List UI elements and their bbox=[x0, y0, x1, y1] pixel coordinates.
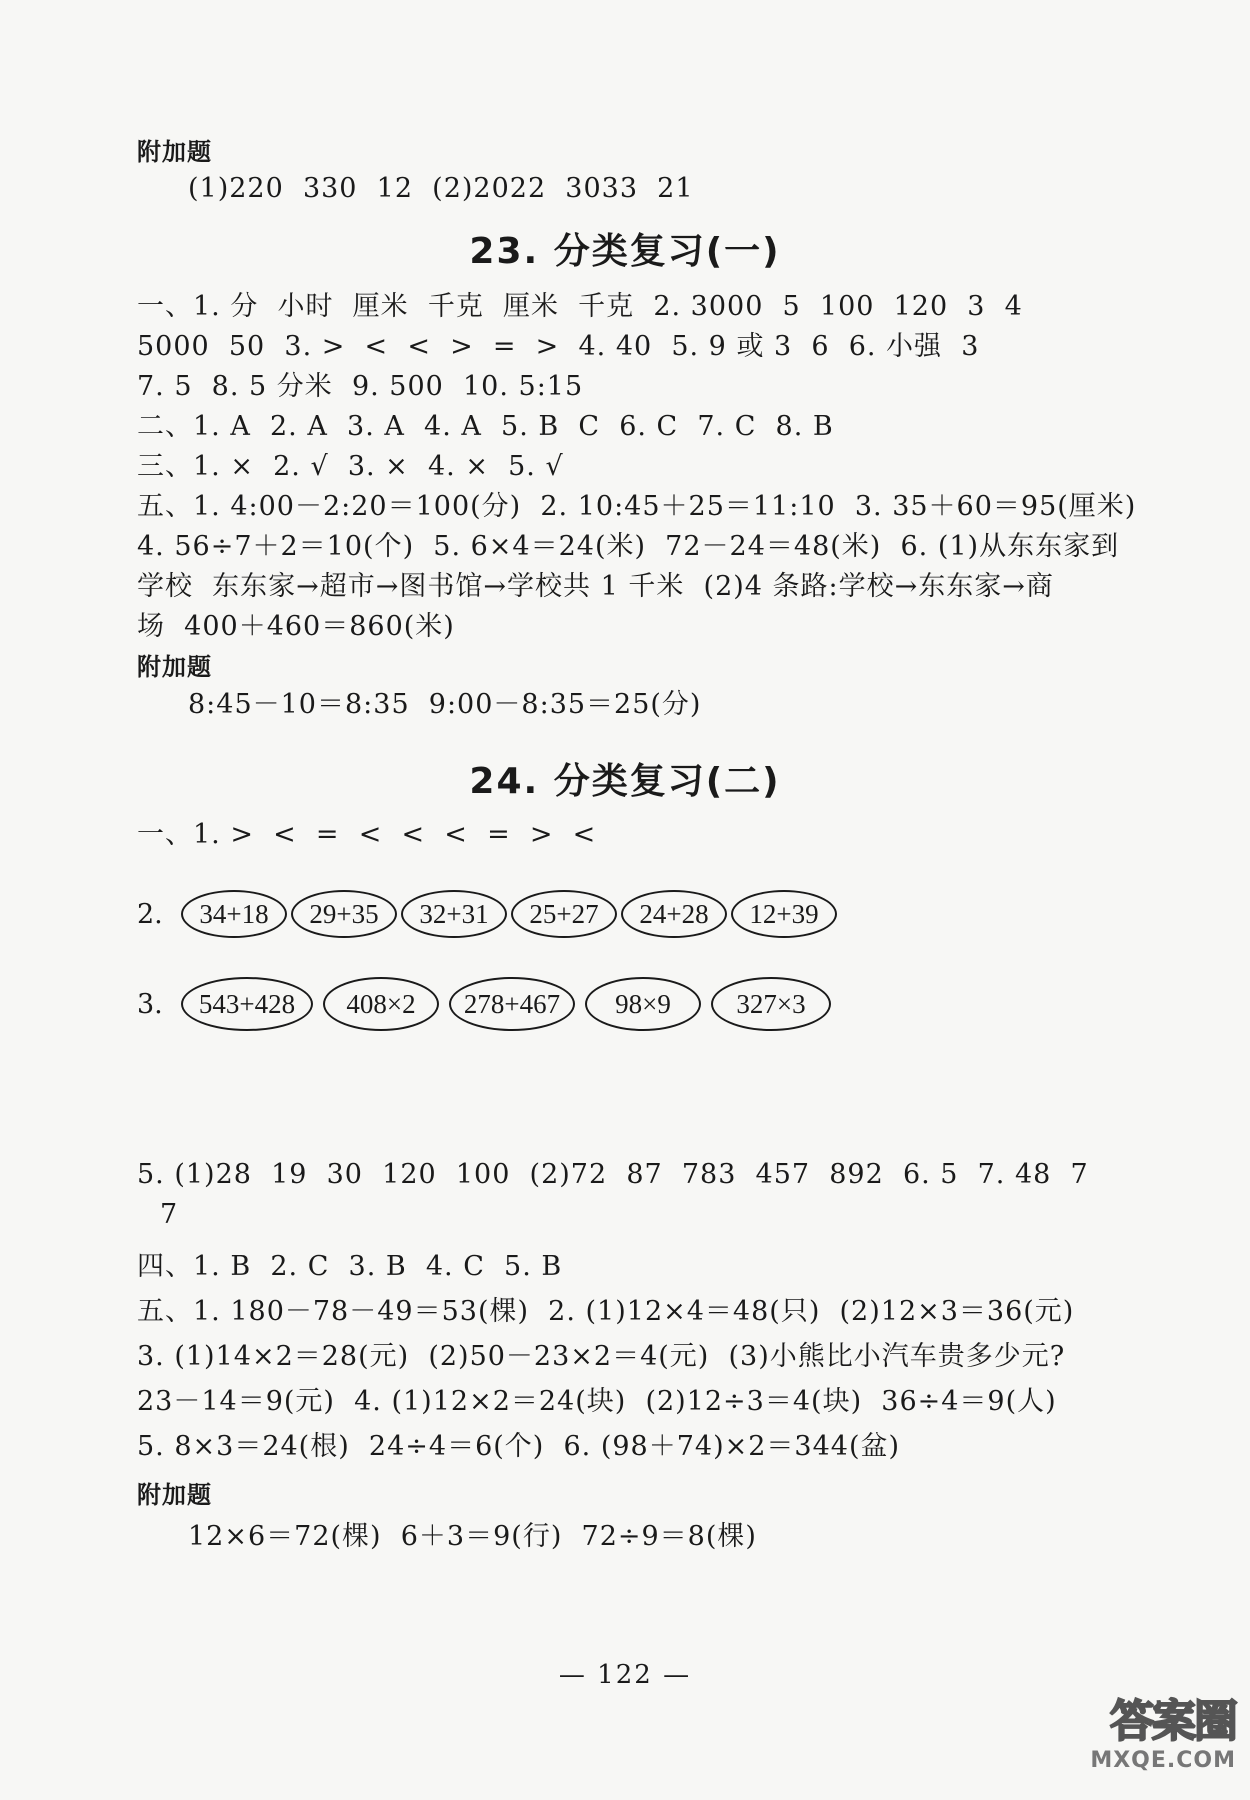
s24-line: 5. (1)28 19 30 120 100 (2)72 87 783 457 892 6. 5 7. 48 7 bbox=[137, 1159, 1089, 1190]
s23-line: 学校 东东家→超市→图书馆→学校共 1 千米 (2)4 条路:学校→东东家→商 bbox=[137, 571, 1054, 602]
s23-appendix-label: 附加题 bbox=[137, 653, 212, 681]
circled-expression: 12+39 bbox=[731, 890, 837, 938]
s24-line-1: 一、1. > < = < < < = > < bbox=[137, 819, 597, 850]
circled-expression: 32+31 bbox=[401, 890, 507, 938]
circled-expression: 24+28 bbox=[621, 890, 727, 938]
circled-expression: 278+467 bbox=[449, 977, 575, 1031]
circled-expression: 327×3 bbox=[711, 977, 831, 1031]
circled-expression: 408×2 bbox=[323, 977, 439, 1031]
site-watermark bbox=[1066, 1696, 1236, 1788]
s24-appendix-answer: 12×6＝72(棵) 6＋3＝9(行) 72÷9＝8(棵) bbox=[188, 1521, 757, 1552]
row-number: 2. bbox=[137, 898, 163, 930]
watermark-logo: 答案圈 bbox=[1110, 1696, 1236, 1747]
s23-line: 一、1. 分 小时 厘米 千克 厘米 千克 2. 3000 5 100 120 3 4 bbox=[137, 291, 1023, 322]
s23-line: 三、1. × 2. √ 3. × 4. × 5. √ bbox=[137, 451, 564, 482]
watermark-url: MXQE.COM bbox=[1090, 1748, 1236, 1773]
s24-line: 5. 8×3＝24(根) 24÷4＝6(个) 6. (98＋74)×2＝344(盆) bbox=[137, 1431, 901, 1462]
circled-expression: 543+428 bbox=[181, 977, 313, 1031]
page-number: — 122 — bbox=[558, 1660, 692, 1690]
section-24-title: 24. 分类复习(二) bbox=[469, 761, 781, 802]
appendix-label: 附加题 bbox=[137, 138, 212, 166]
appendix-answer: (1)220 330 12 (2)2022 3033 21 bbox=[188, 173, 694, 204]
s23-line: 7. 5 8. 5 分米 9. 500 10. 5:15 bbox=[137, 371, 584, 402]
section-23-title: 23. 分类复习(一) bbox=[469, 231, 781, 272]
s24-line-continued: 7 bbox=[160, 1199, 179, 1230]
circled-expression: 98×9 bbox=[585, 977, 701, 1031]
s24-row-3 bbox=[137, 978, 841, 1030]
circled-expression: 34+18 bbox=[181, 890, 287, 938]
s24-line: 五、1. 180－78－49＝53(棵) 2. (1)12×4＝48(只) (2)12×3＝36(元) bbox=[137, 1296, 1075, 1327]
s24-appendix-label: 附加题 bbox=[137, 1481, 212, 1509]
s23-appendix-answer: 8:45－10＝8:35 9:00－8:35＝25(分) bbox=[188, 689, 702, 720]
s23-line: 五、1. 4:00－2:20＝100(分) 2. 10:45＋25＝11:10 3. 35＋60＝95(厘米) bbox=[137, 491, 1137, 522]
s23-line: 二、1. A 2. A 3. A 4. A 5. B C 6. C 7. C 8. B bbox=[137, 411, 834, 442]
s24-line: 四、1. B 2. C 3. B 4. C 5. B bbox=[137, 1251, 563, 1282]
s24-line: 3. (1)14×2＝28(元) (2)50－23×2＝4(元) (3)小熊比小汽车贵多少元? bbox=[137, 1341, 1066, 1372]
s24-row-2 bbox=[137, 888, 841, 940]
s23-line: 4. 56÷7＋2＝10(个) 5. 6×4＝24(米) 72－24＝48(米) 6. (1)从东东家到 bbox=[137, 531, 1120, 562]
s23-line: 场 400＋460＝860(米) bbox=[137, 611, 455, 642]
s23-line: 5000 50 3. > < < > = > 4. 40 5. 9 或 3 6 6. 小强 3 bbox=[137, 331, 980, 362]
circled-expression: 25+27 bbox=[511, 890, 617, 938]
circled-expression: 29+35 bbox=[291, 890, 397, 938]
s24-line: 23－14＝9(元) 4. (1)12×2＝24(块) (2)12÷3＝4(块) 36÷4＝9(人) bbox=[137, 1386, 1057, 1417]
row-number: 3. bbox=[137, 988, 163, 1020]
